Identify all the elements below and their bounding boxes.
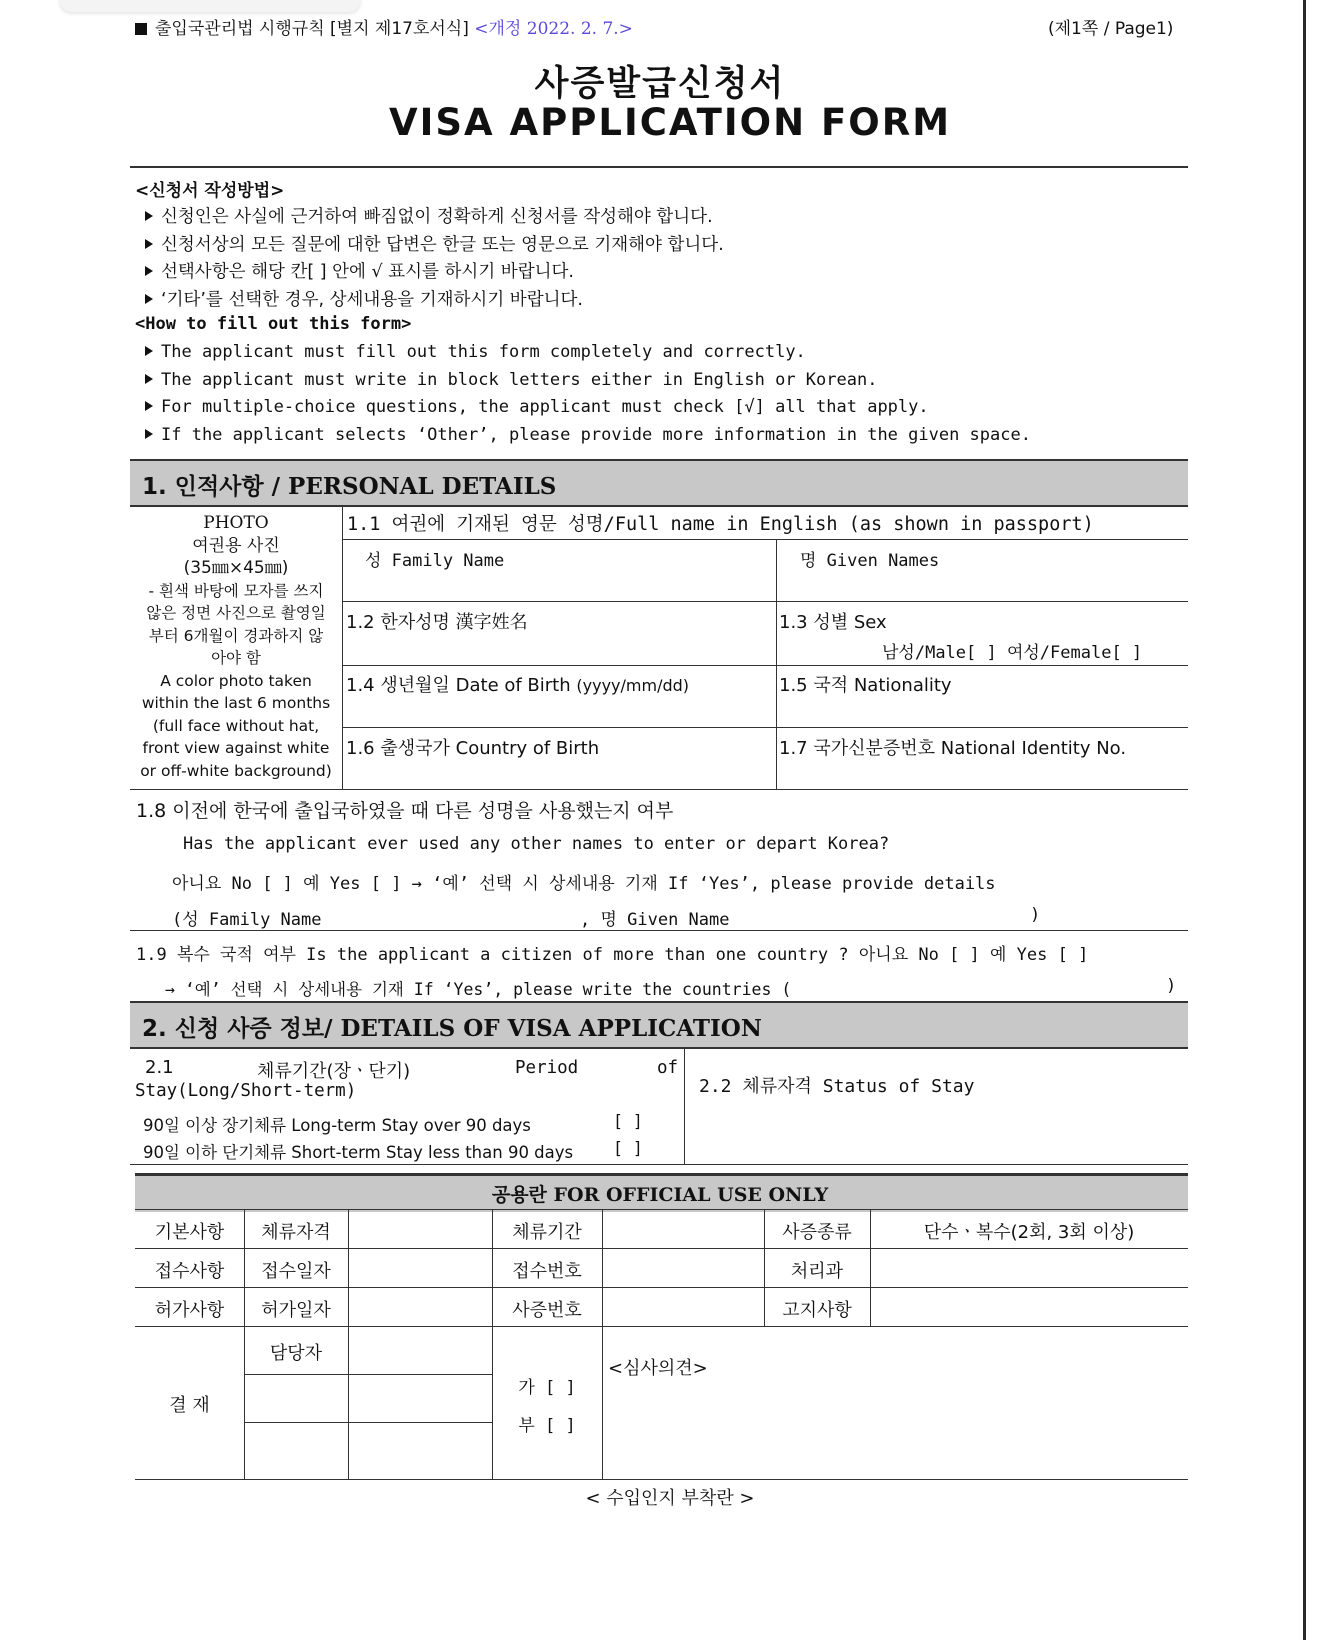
multiple-citizenship-countries[interactable]: → ‘예’ 선택 시 상세내용 기재 If ‘Yes’, please write the countries ( (165, 980, 792, 999)
family-name-field[interactable]: 성 Family Name (365, 551, 505, 571)
official-dept-label: 처리과 (790, 1261, 844, 1282)
section2-title: 2. 신청 사증 정보/ DETAILS OF VISA APPLICATION (142, 1015, 762, 1042)
official-visa-type-value: 단수ㆍ복수(2회, 3회 이상) (923, 1222, 1135, 1243)
instruction-item: 선택사항은 해당 칸[ ] 안에 √ 표시를 하시기 바랍니다. (145, 258, 574, 283)
regulation-header (135, 14, 633, 39)
row-line (342, 665, 1188, 666)
section1-title: 1. 인적사항 / PERSONAL DETAILS (142, 473, 557, 500)
given-names-field[interactable]: 명 Given Names (800, 551, 940, 571)
square-bullet-icon (135, 23, 147, 35)
bullet-icon (145, 211, 153, 221)
bullet-icon (145, 266, 153, 276)
period-of-stay-label-4: of (657, 1058, 679, 1078)
sex-checkboxes[interactable]: 남성/Male[ ] 여성/Female[ ] (882, 643, 1143, 663)
form-title-korean: 사증발급신청서 (534, 64, 786, 104)
country-of-birth-field[interactable]: 1.6 출생국가 Country of Birth (346, 738, 600, 759)
instruction-item: 신청서상의 모든 질문에 대한 답변은 한글 또는 영문으로 기재해야 합니다. (145, 231, 724, 256)
official-status-label: 체류자격 (261, 1222, 331, 1243)
photo-divider (342, 506, 343, 789)
official-period-label: 체류기간 (512, 1222, 582, 1243)
row-line (342, 727, 1188, 728)
photo-size: (35㎜×45㎜) (183, 558, 289, 578)
instruction-item: If the applicant selects ‘Other’, please provide more information in the given space. (145, 425, 1031, 445)
official-notice-label: 고지사항 (782, 1300, 852, 1321)
instruction-item: The applicant must fill out this form completely and correctly. (145, 342, 806, 362)
other-names-close: ) (1030, 905, 1041, 925)
official-permit-date-label: 허가일자 (261, 1300, 331, 1321)
form-title-english: VISA APPLICATION FORM (388, 101, 952, 144)
photo-label: PHOTO (203, 513, 269, 533)
revenue-stamp-area: < 수입인지 부착란 > (585, 1488, 755, 1509)
other-given-name-field[interactable]: , 명 Given Name (580, 910, 730, 930)
other-names-question-en: Has the applicant ever used any other names to enter or depart Korea? (183, 834, 890, 854)
divider (130, 166, 1188, 168)
column-divider (684, 1048, 685, 1164)
photo-note: A color photo taken (160, 671, 312, 690)
photo-note: - 흰색 바탕에 모자를 쓰지 (148, 581, 324, 600)
instruction-item: ‘기타’를 선택한 경우, 상세내용을 기재하시기 바랍니다. (145, 286, 583, 311)
photo-label-ko: 여권용 사진 (192, 535, 280, 556)
instructions-heading-en: <How to fill out this form> (135, 314, 412, 334)
photo-note: (full face without hat, (152, 716, 320, 735)
official-officer: 담당자 (269, 1343, 323, 1364)
bullet-icon (145, 294, 153, 304)
instruction-item: 신청인은 사실에 근거하여 빠짐없이 정확하게 신청서를 작성해야 합니다. (145, 203, 713, 228)
row-line (135, 1209, 1188, 1210)
official-receipt-number-label: 접수번호 (512, 1261, 582, 1282)
official-approval: 결 재 (169, 1395, 210, 1416)
row-line (244, 1422, 492, 1423)
page-edge (1303, 0, 1306, 1640)
countries-close: ) (1166, 976, 1177, 996)
other-family-name-field[interactable]: (성 Family Name (172, 910, 322, 930)
photo-note: front view against white (142, 739, 330, 757)
page-indicator: (제1쪽 / Page1) (1048, 19, 1174, 39)
column-divider (348, 1209, 349, 1479)
instruction-item: The applicant must write in block letters either in English or Korean. (145, 370, 877, 390)
nationality-field[interactable]: 1.5 국적 Nationality (779, 675, 952, 696)
bullet-icon (145, 429, 153, 439)
period-of-stay-label-1: 2.1 (145, 1057, 174, 1078)
sex-label: 1.3 성별 Sex (779, 612, 887, 633)
official-permit-info: 허가사항 (154, 1300, 225, 1321)
period-of-stay-label-3: Period (515, 1058, 579, 1078)
national-id-field[interactable]: 1.7 국가신분증번호 National Identity No. (779, 738, 1127, 759)
field-full-name-label: 1.1 여권에 기재된 영문 성명/Full name in English (as shown in passport) (347, 514, 1094, 535)
reject-checkbox[interactable]: 부 [ ] (518, 1416, 576, 1436)
short-term-option: 90일 이하 단기체류 Short-term Stay less than 90 days (143, 1143, 574, 1162)
period-of-stay-label-2: 체류기간(장ㆍ단기) (257, 1061, 411, 1082)
date-of-birth-field[interactable]: 1.4 생년월일 Date of Birth (yyyy/mm/dd) (346, 675, 690, 696)
row-line (135, 1479, 1188, 1480)
official-visa-number-label: 사증번호 (512, 1300, 582, 1321)
status-of-stay-field[interactable]: 2.2 체류자격 Status of Stay (699, 1076, 975, 1097)
row-line (130, 930, 1188, 931)
long-term-option: 90일 이상 장기체류 Long-term Stay over 90 days (143, 1116, 531, 1135)
browser-tab-shadow (60, 0, 360, 12)
column-divider (776, 539, 777, 789)
instruction-item: For multiple-choice questions, the applicant must check [√] all that apply. (145, 397, 929, 417)
review-opinion-label: <심사의견> (608, 1358, 708, 1379)
row-line (135, 1287, 1188, 1288)
row-line (244, 1374, 492, 1375)
photo-note: within the last 6 months (141, 694, 331, 712)
bullet-icon (145, 239, 153, 249)
regulation-text: 출입국관리법 시행규칙 [별지 제17호서식] (155, 19, 469, 39)
photo-note: 아야 함 (211, 649, 261, 667)
short-term-checkbox[interactable]: [ ] (613, 1139, 643, 1158)
photo-note: 않은 정면 사진으로 촬영일 (146, 604, 326, 622)
bullet-icon (145, 401, 153, 411)
approve-checkbox[interactable]: 가 [ ] (518, 1378, 576, 1398)
other-names-options[interactable]: 아니요 No [ ] 예 Yes [ ] → ‘예’ 선택 시 상세내용 기재 If ‘Yes’, please provide details (172, 874, 996, 894)
period-of-stay-label-5: Stay(Long/Short-term) (135, 1081, 357, 1101)
row-line (342, 601, 1188, 602)
photo-box (130, 512, 342, 782)
row-line (130, 1164, 1188, 1165)
bullet-icon (145, 374, 153, 384)
official-visa-type-label: 사증종류 (782, 1222, 852, 1243)
column-divider (602, 1209, 603, 1479)
official-basic-info: 기본사항 (154, 1222, 225, 1243)
row-line (342, 539, 1188, 540)
official-receipt-info: 접수사항 (154, 1261, 225, 1282)
row-line (130, 789, 1188, 790)
bullet-icon (145, 346, 153, 356)
chinese-name-field[interactable]: 1.2 한자성명 漢字姓名 (346, 612, 528, 633)
multiple-citizenship-question[interactable]: 1.9 복수 국적 여부 Is the applicant a citizen of more than one country ? 아니요 No [ ] 예 Yes [ ] (136, 945, 1089, 965)
column-divider (492, 1209, 493, 1479)
photo-note: 부터 6개월이 경과하지 않 (148, 626, 324, 645)
photo-note: or off-white background) (140, 761, 332, 780)
instructions-heading-ko: <신청서 작성방법> (135, 181, 285, 201)
revision-date: <개정 2022. 2. 7.> (474, 19, 633, 39)
official-receipt-date-label: 접수일자 (261, 1261, 331, 1282)
other-names-question: 1.8 이전에 한국에 출입국하였을 때 다른 성명을 사용했는지 여부 (136, 800, 674, 822)
row-line (135, 1326, 1188, 1327)
official-use-title: 공용란 FOR OFFICIAL USE ONLY (491, 1184, 829, 1206)
long-term-checkbox[interactable]: [ ] (613, 1112, 643, 1131)
row-line (135, 1248, 1188, 1249)
